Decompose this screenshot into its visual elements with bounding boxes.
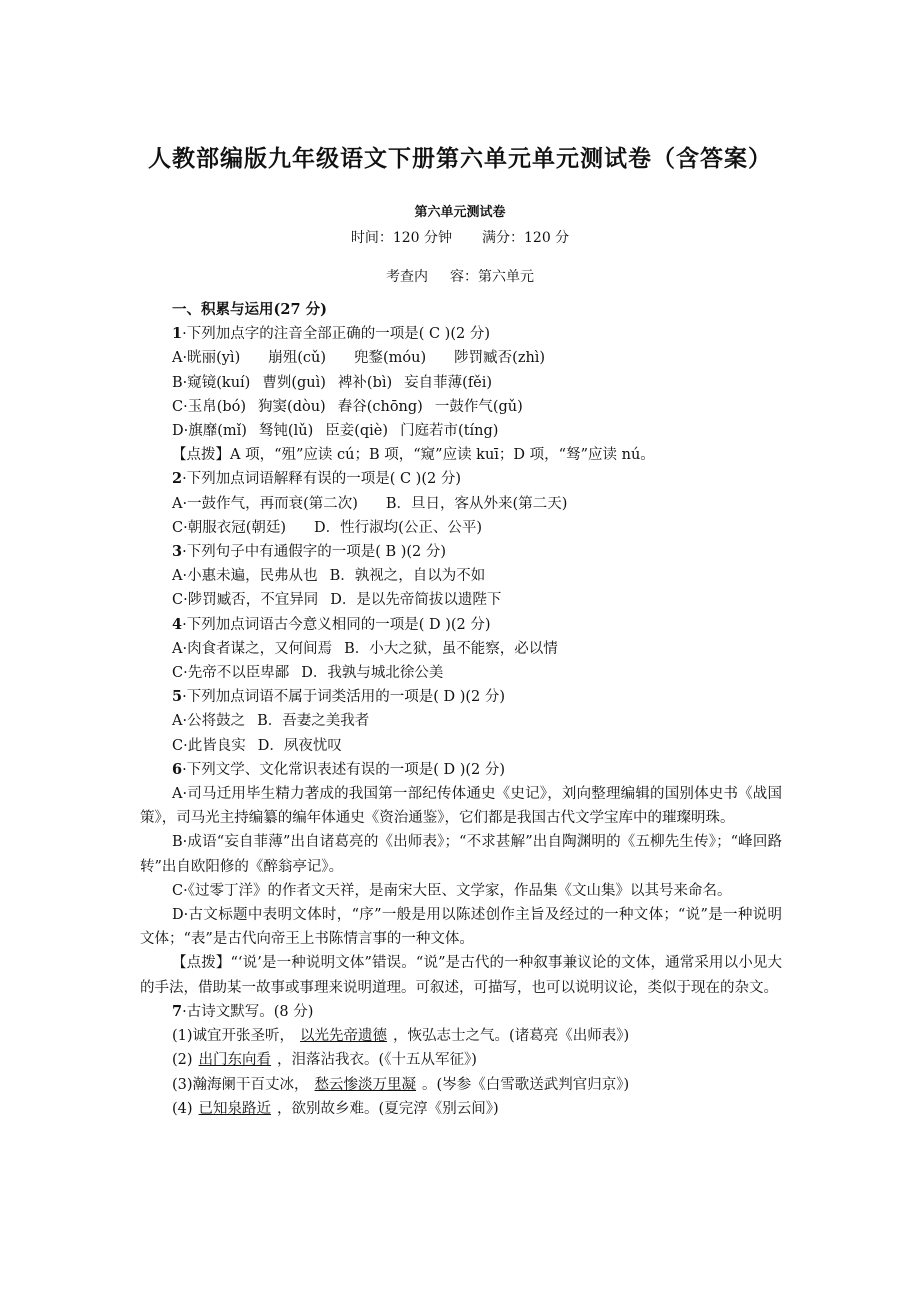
question-6-stem	[140, 758, 782, 782]
question-5-stem	[140, 685, 782, 709]
question-7-item-3	[140, 1073, 782, 1097]
option-item: 门庭若市(tíng)	[400, 423, 499, 440]
question-number: 6	[172, 760, 183, 778]
option-d: D．夙夜忧叹	[257, 737, 342, 754]
item-text: ，欲别故乡难。(夏完淳《别云间》)	[277, 1100, 499, 1117]
option-d: D．是以先帝简拔以遗陛下	[330, 592, 502, 609]
fill-answer: 愁云惨淡万里凝	[314, 1076, 417, 1093]
item-text: (3)瀚海阑干百丈冰，	[172, 1076, 309, 1093]
question-number: 4	[172, 615, 183, 633]
item-text: (2)	[172, 1052, 193, 1069]
exam-time-score	[0, 227, 920, 247]
option-a: A·一鼓作气，再而衰(第二次)	[172, 495, 358, 512]
question-6-option-b: B·成语“妄自菲薄”出自诸葛亮的《出师表》；“不求甚解”出自陶渊明的《五柳先生传》；“峰回路转”出自欧阳修的《醉翁亭记》。	[140, 834, 782, 875]
exam-time: 时间：120 分钟	[350, 230, 452, 246]
fill-answer: 已知泉路近	[198, 1100, 272, 1117]
item-text: ，恢弘志士之气。(诸葛亮《出师表》)	[393, 1028, 630, 1045]
question-2-options-cd	[140, 516, 782, 540]
item-text: (1)诚宜开张圣听，	[172, 1028, 295, 1045]
option-item: 兜鍪(móu)	[354, 350, 427, 367]
question-7-item-1	[140, 1024, 782, 1048]
option-a: A·公将鼓之	[172, 713, 246, 730]
option-item: 一鼓作气(gǔ)	[434, 398, 523, 415]
item-text: ，泪落沾我衣。(《十五从军征》)	[277, 1052, 477, 1069]
question-2-options-ab	[140, 492, 782, 516]
question-1-option-b	[140, 371, 782, 395]
option-c: C·朝服衣冠(朝廷)	[172, 519, 287, 536]
question-number: 3	[172, 543, 183, 561]
option-b: B．旦日，客从外来(第二天)	[385, 495, 568, 512]
option-a: A·肉食者谋之，又何间焉	[172, 640, 333, 657]
question-7-item-2	[140, 1048, 782, 1072]
question-5-options-ab	[140, 709, 782, 733]
option-a: A·小惠未遍，民弗从也	[172, 568, 318, 585]
exam-scope	[0, 266, 920, 286]
fill-answer: 以光先帝遗德	[300, 1028, 388, 1045]
option-item: 曹刿(guì)	[262, 374, 326, 391]
question-3-stem	[140, 540, 782, 564]
question-6-option-c: C·《过零丁洋》的作者文天祥，是南宋大臣、文学家，作品集《文山集》以其号来命名。	[172, 882, 732, 899]
question-4-options-cd	[140, 661, 782, 685]
question-4-options-ab	[140, 637, 782, 661]
option-b: B．吾妻之美我者	[257, 713, 370, 730]
option-c: C·此皆良实	[172, 737, 246, 754]
question-6-option-d: D·古文标题中表明文体时，“序”一般是用以陈述创作主旨及经过的一种文体；“说”是一种说明文体；“表”是古代向帝王上书陈情言事的一种文体。	[140, 907, 782, 948]
item-text: (4)	[172, 1100, 193, 1117]
question-1-option-d	[140, 419, 782, 443]
question-1-option-a	[140, 346, 782, 370]
option-d: D．性行淑均(公正、公平)	[314, 519, 482, 536]
question-text: ·下列加点词语解释有误的一项是( C )(2 分)	[182, 471, 461, 488]
question-text: ·下列加点词语不属于词类活用的一项是( D )(2 分)	[182, 689, 506, 706]
exam-content	[140, 298, 782, 1121]
question-text: ·古诗文默写。(8 分)	[182, 1003, 314, 1020]
option-item: A·晄丽(yì)	[172, 350, 241, 367]
question-1-option-c	[140, 395, 782, 419]
option-item: 陟罚臧否(zhì)	[454, 350, 546, 367]
question-3-options-cd	[140, 588, 782, 612]
option-b: B．孰视之，自以为不如	[329, 568, 486, 585]
question-6-option-a: A·司马迁用毕生精力著成的我国第一部纪传体通史《史记》，刘向整理编辑的国别体史书《战国策》，司马光主持编纂的编年体通史《资治通鉴》，它们都是我国古代文学宝库中的璀璨明珠。	[140, 786, 782, 827]
option-item: 驽钝(lǔ)	[258, 423, 314, 440]
question-text: ·下列加点词语古今意义相同的一项是( D )(2 分)	[182, 616, 491, 633]
option-item: D·旗靡(mǐ)	[172, 423, 247, 440]
question-text: ·下列加点字的注音全部正确的一项是( C )(2 分)	[182, 326, 490, 343]
exam-scope-value: 容：第六单元	[450, 269, 534, 285]
option-item: B·窥镜(kuí)	[172, 374, 251, 391]
question-3-options-ab	[140, 564, 782, 588]
question-1-note: 【点拨】A 项，“殂”应读 cú；B 项，“窥”应读 kuī；D 项，“驽”应读 nú。	[172, 447, 655, 464]
option-item: 舂谷(chōng)	[337, 398, 423, 415]
question-7-stem	[140, 1000, 782, 1024]
section-heading: 一、积累与运用(27 分)	[172, 301, 327, 318]
exam-subtitle: 第六单元测试卷	[414, 205, 506, 220]
option-c: C·先帝不以臣卑鄙	[172, 665, 290, 682]
exam-score: 满分：120 分	[482, 230, 570, 246]
option-item: 崩殂(cǔ)	[268, 350, 327, 367]
question-number: 7	[172, 1002, 183, 1020]
question-number: 1	[172, 325, 183, 343]
exam-scope-label: 考查内	[386, 269, 428, 285]
fill-answer: 出门东向看	[198, 1052, 272, 1069]
option-item: 妄自菲薄(fěi)	[404, 374, 493, 391]
question-1-stem	[140, 322, 782, 346]
question-7-item-4	[140, 1097, 782, 1121]
option-d: D．我孰与城北徐公美	[301, 665, 444, 682]
option-item: C·玉帛(bó)	[172, 398, 247, 415]
question-number: 2	[172, 470, 183, 488]
option-item: 狗窦(dòu)	[258, 398, 326, 415]
question-4-stem	[140, 613, 782, 637]
question-6-note: 【点拨】“‘说’是一种说明文体”错误。“说”是古代的一种叙事兼议论的文体，通常采用以小见大的手法，借助某一故事或事理来说明道理。可叙述，可描写，也可以说明议论，类似于现在的杂文。	[140, 955, 782, 996]
question-2-stem	[140, 467, 782, 491]
item-text: 。(岑参《白雪歌送武判官归京》)	[422, 1076, 630, 1093]
question-text: ·下列句子中有通假字的一项是( B )(2 分)	[182, 544, 447, 561]
option-c: C·陟罚臧否，不宜异同	[172, 592, 319, 609]
option-item: 裨补(bì)	[337, 374, 393, 391]
document-title: 人教部编版九年级语文下册第六单元单元测试卷（含答案）	[148, 146, 772, 172]
option-item: 臣妾(qiè)	[325, 423, 389, 440]
question-5-options-cd	[140, 734, 782, 758]
question-text: ·下列文学、文化常识表述有误的一项是( D )(2 分)	[182, 761, 506, 778]
option-b: B．小大之狱，虽不能察，必以情	[344, 640, 558, 657]
question-number: 5	[172, 688, 183, 706]
